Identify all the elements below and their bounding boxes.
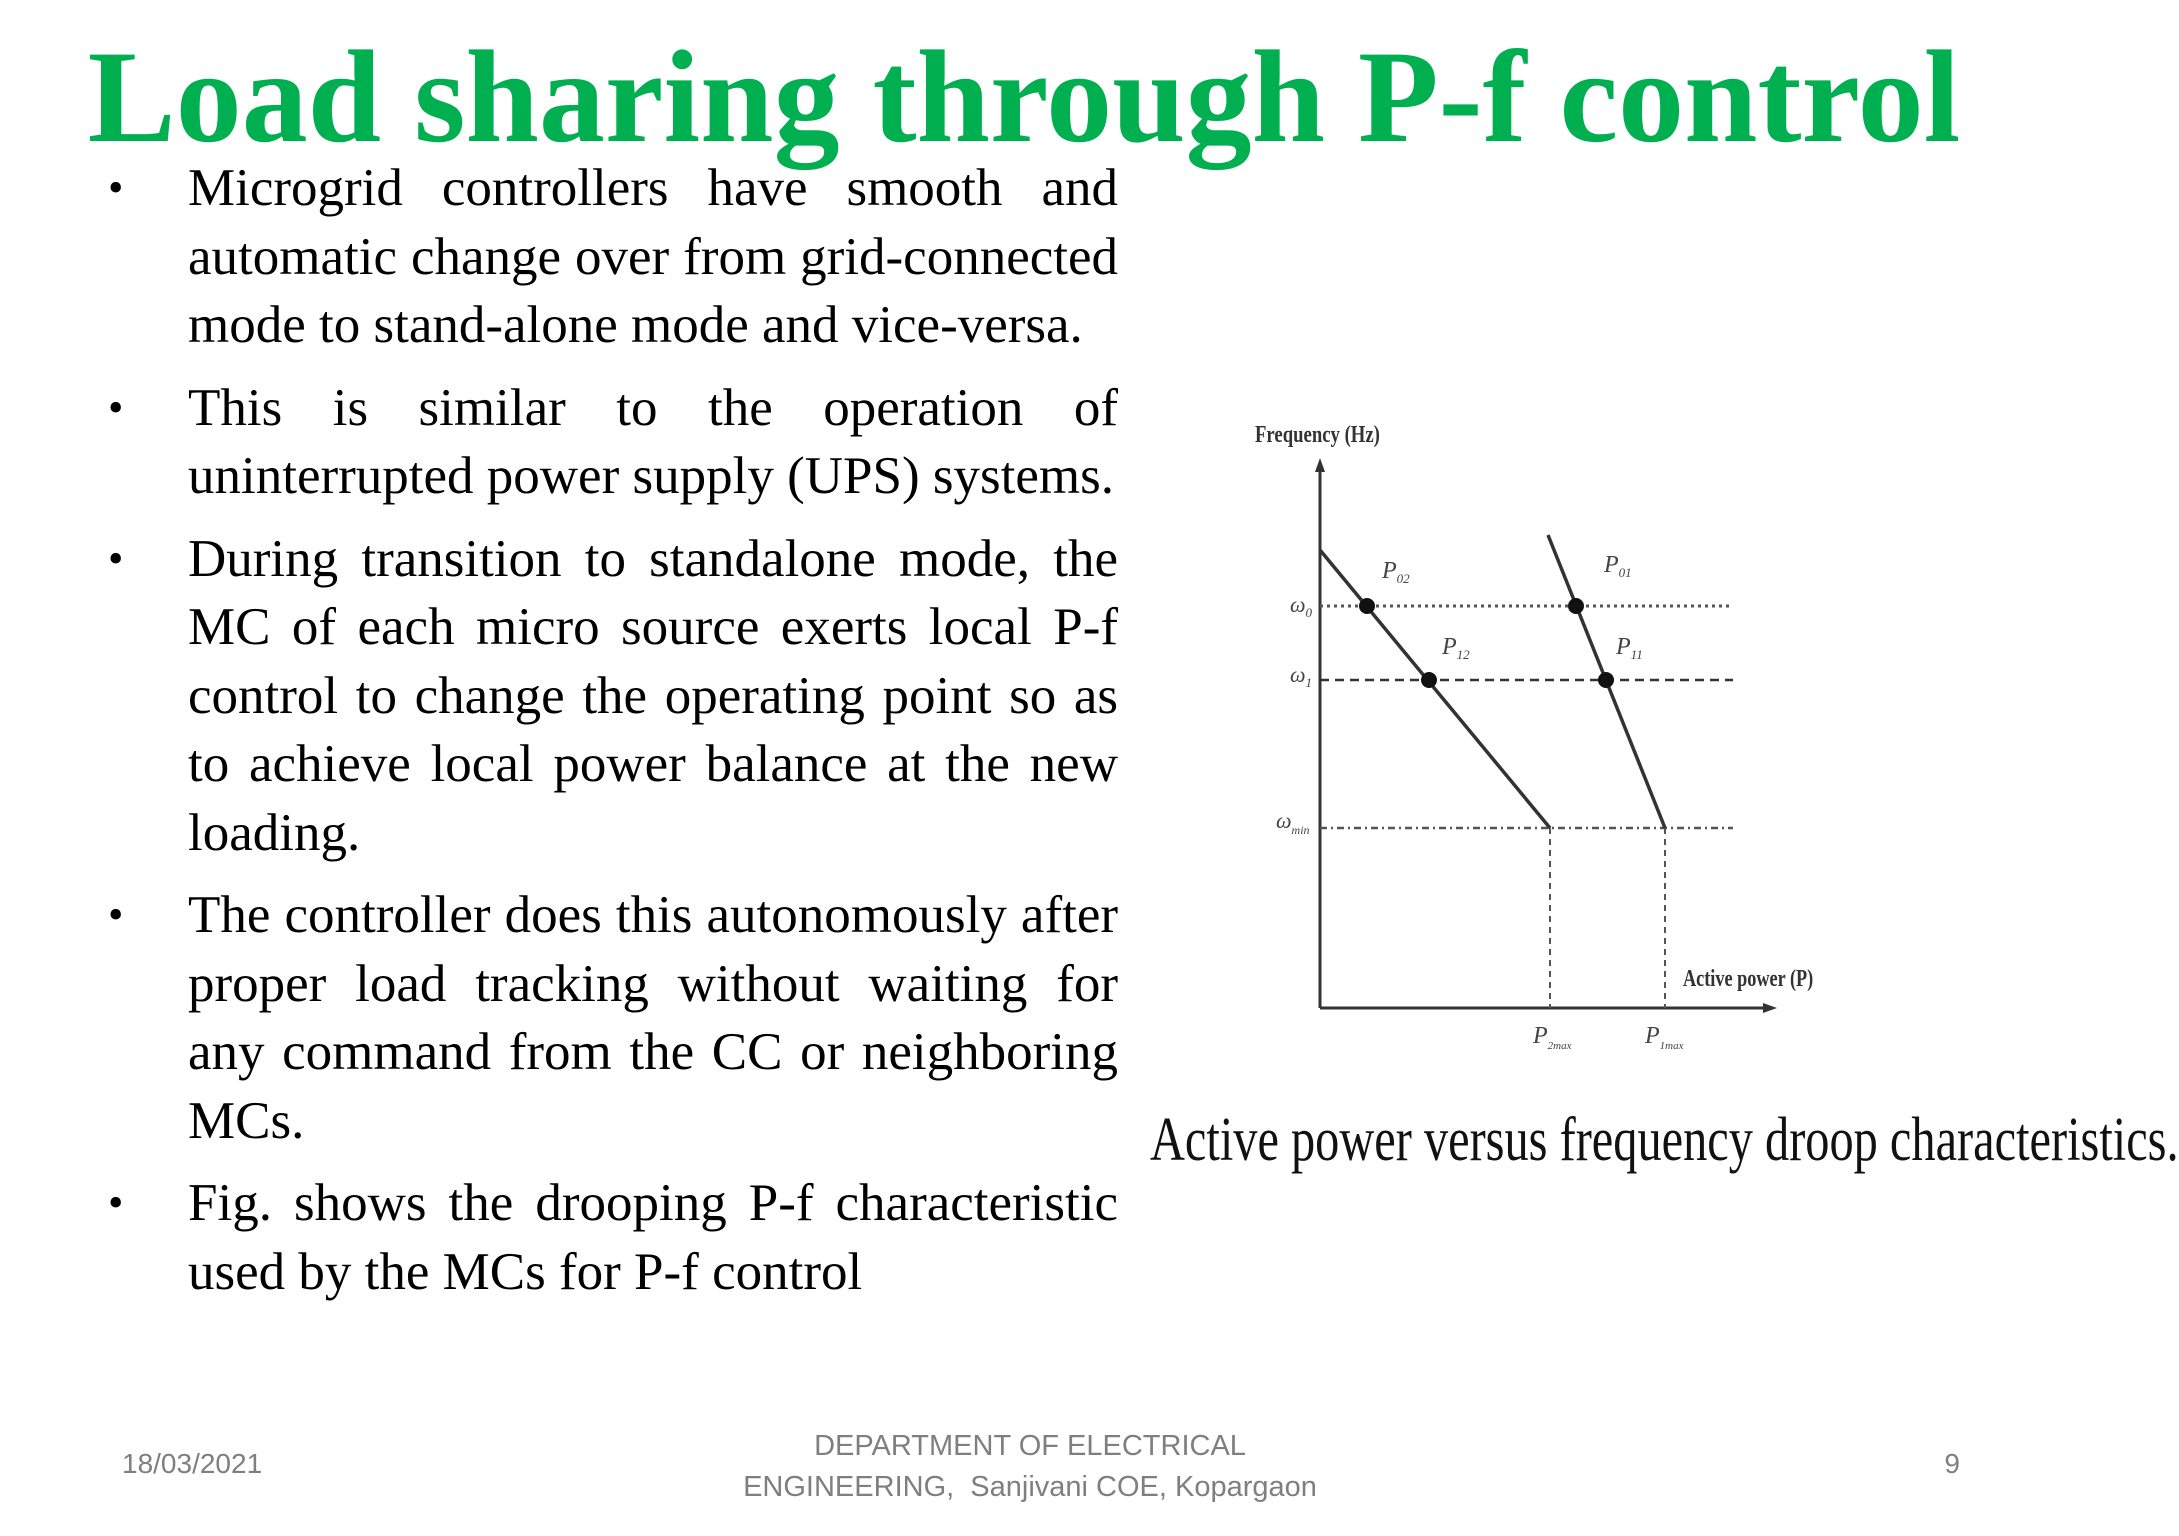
bullet-marker: •: [108, 533, 124, 583]
p11-subscript: 11: [1630, 647, 1643, 662]
footer-department: [680, 1426, 1380, 1508]
droop-characteristic-figure: [1240, 400, 1814, 1080]
bullet-item: [108, 881, 1118, 1155]
p02-subscript: 02: [1396, 571, 1410, 586]
bullet-text: This is similar to the operation of uninterrupted power supply (UPS) systems.: [188, 378, 1118, 505]
operating-point-p11: [1598, 672, 1614, 688]
omega1-symbol: ω: [1290, 662, 1306, 687]
bullet-item: [108, 525, 1118, 868]
footer-page-number: 9: [1944, 1448, 1960, 1479]
p2max-symbol: P: [1533, 1023, 1548, 1049]
operating-point-p02: [1359, 598, 1375, 614]
p11-label: [1615, 634, 1643, 662]
p02-label: [1381, 558, 1410, 586]
omegamin-label: [1276, 808, 1310, 837]
p12-subscript: 12: [1456, 647, 1470, 662]
p1max-symbol: P: [1645, 1023, 1660, 1049]
p11-symbol: P: [1616, 634, 1631, 660]
bullet-marker: •: [108, 382, 124, 432]
operating-point-p01: [1568, 598, 1584, 614]
p12-symbol: P: [1442, 634, 1457, 660]
omegamin-subscript: min: [1291, 823, 1310, 837]
p01-symbol: P: [1604, 552, 1619, 578]
bullet-item: [108, 1169, 1118, 1306]
bullet-text: Microgrid controllers have smooth and automatic change over from grid-connected mode to stand-alone mode and vice-versa.: [188, 159, 1118, 354]
omegamin-symbol: ω: [1276, 808, 1292, 833]
p1max-label: [1644, 1023, 1684, 1052]
y-axis-arrow: [1315, 458, 1325, 472]
bullet-marker: •: [108, 163, 124, 212]
slide-title: Load sharing through P-f control: [87, 23, 1961, 170]
x-axis-arrow: [1763, 1003, 1777, 1013]
p02-symbol: P: [1382, 558, 1397, 584]
bullet-list: [108, 154, 1118, 1320]
footer-date: 18/03/2021: [122, 1448, 263, 1479]
figure-caption: Active power versus frequency droop characteristics.: [1150, 1106, 2179, 1174]
omega1-subscript: 1: [1305, 675, 1313, 690]
bullet-marker: •: [108, 890, 124, 939]
bullet-text: The controller does this autonomously after proper load tracking without waiting for any command from the CC or neighboring MCs.: [188, 886, 1118, 1150]
bullet-item: [108, 374, 1118, 511]
footer-department-line2: ENGINEERING, Sanjivani COE, Kopargaon: [743, 1471, 1317, 1503]
droop-line-unit2: [1320, 550, 1550, 828]
bullet-text: Fig. shows the drooping P-f characteristic used by the MCs for P-f control: [188, 1174, 1118, 1301]
omega0-label: [1290, 592, 1313, 620]
bullet-text: During transition to standalone mode, the MC of each micro source exerts local P-f control to change the operating point so as to achieve local power balance at the new loading.: [188, 529, 1118, 862]
omega1-label: [1290, 662, 1312, 690]
p2max-subscript: 2max: [1547, 1040, 1572, 1052]
omega0-subscript: 0: [1305, 605, 1313, 620]
bullet-marker: •: [108, 1178, 124, 1227]
p12-label: [1441, 634, 1470, 662]
p01-label: [1603, 552, 1632, 580]
p2max-label: [1532, 1023, 1572, 1052]
p01-subscript: 01: [1618, 565, 1632, 580]
x-axis-label: Active power (P): [1683, 964, 1814, 992]
footer-department-line1: DEPARTMENT OF ELECTRICAL: [814, 1430, 1246, 1462]
omega0-symbol: ω: [1290, 592, 1306, 617]
y-axis-label: Frequency (Hz): [1255, 420, 1380, 448]
p1max-subscript: 1max: [1659, 1040, 1684, 1052]
operating-point-p12: [1421, 672, 1437, 688]
bullet-item: [108, 154, 1118, 360]
